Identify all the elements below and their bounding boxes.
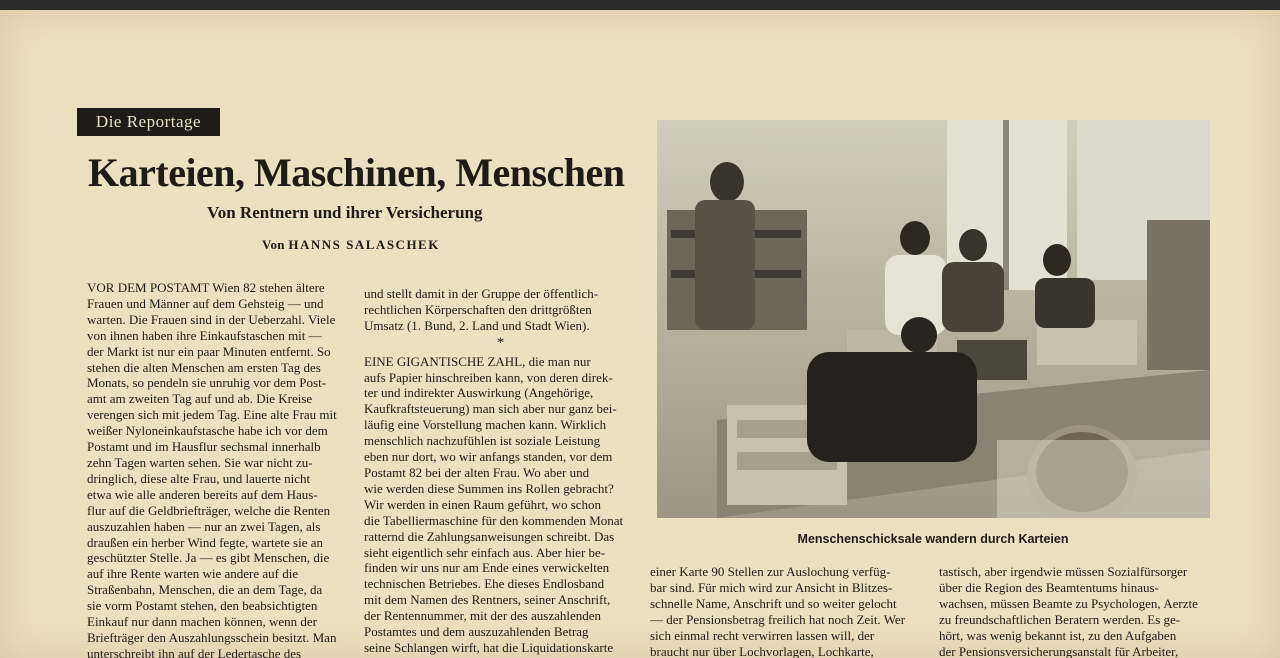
text-column-1 bbox=[87, 280, 350, 658]
text-line: Postamtes und dem auszuzahlenden Betrag bbox=[364, 624, 589, 640]
text-column-4 bbox=[939, 564, 1215, 658]
column-2-lines-b bbox=[364, 354, 637, 656]
text-line: Kaufkraftsteuerung) man sich aber nur ganz bei- bbox=[364, 401, 617, 417]
text-line: auszuzahlen haben — nur an zwei Tagen, als bbox=[87, 518, 321, 534]
text-line: seine Schlangen wirft, hat die Liquidationskarte bbox=[364, 639, 614, 655]
text-line: bar sind. Für mich wird zur Ansicht in Blitzes- bbox=[650, 579, 893, 595]
text-line: einer Karte 90 Stellen zur Auslochung verfüg- bbox=[650, 564, 891, 579]
article-byline bbox=[262, 237, 440, 253]
text-line: Frauen und Männer auf dem Gehsteig — und bbox=[87, 295, 324, 311]
text-line: schnelle Name, Anschrift und so weiter gelocht bbox=[650, 595, 897, 611]
text-line: aufs Papier hinschreiben kann, von deren direk- bbox=[364, 369, 613, 385]
text-line: technischen Betriebes. Ehe dieses Endlosband bbox=[364, 576, 605, 592]
text-line: der Markt ist nur ein paar Minuten entfernt. So bbox=[87, 343, 331, 359]
text-line: Straßenbahn, Menschen, die an dem Tage, da bbox=[87, 582, 323, 598]
text-line: auf ihre Rente warten wie andere auf die bbox=[87, 566, 299, 582]
text-line: Postamt 82 bei der alten Frau. Wo aber und bbox=[364, 464, 590, 480]
column-3-lines bbox=[650, 564, 926, 658]
text-line: sich einmal recht verwirren lassen will, der bbox=[650, 627, 875, 643]
text-line: dringlich, diese alte Frau, und lauerte nicht bbox=[87, 470, 311, 486]
text-line: hört, was wenig bekannt ist, zu den Aufgaben bbox=[939, 627, 1177, 643]
office-photo-image bbox=[657, 120, 1210, 518]
text-line: Wir werden in einen Raum geführt, wo schon bbox=[364, 496, 602, 512]
newspaper-page bbox=[0, 10, 1280, 658]
byline-author: HANNS SALASCHEK bbox=[288, 237, 440, 252]
text-line: die Tabelliermaschine für den kommenden Monat bbox=[364, 512, 624, 528]
text-line: mit dem Namen des Rentners, seiner Anschrift, bbox=[364, 592, 611, 608]
text-line: unterschreibt ihn auf der Ledertasche des bbox=[87, 645, 302, 658]
text-line: Postamt und im Hausflur sechsmal innerhalb bbox=[87, 439, 321, 455]
text-line: läufig eine Vorstellung machen kann. Wirklich bbox=[364, 417, 607, 433]
text-line: warten. Die Frauen sind in der Ueberzahl. Viele bbox=[87, 311, 336, 327]
text-line: sieht eigentlich sehr einfach aus. Aber hier be- bbox=[364, 544, 606, 560]
text-line: Briefträger den Auszahlungsschein besitzt. Man bbox=[87, 629, 337, 645]
text-line: weißer Nyloneinkaufstasche habe ich vor dem bbox=[87, 423, 328, 439]
text-line: über die Region des Beamtentums hinaus- bbox=[939, 579, 1159, 595]
text-line: menschlich nachzufühlen ist soziale Leistung bbox=[364, 433, 601, 449]
byline-prefix: Von bbox=[262, 237, 285, 252]
text-line: zehn Tagen warten sehen. Sie war nicht zu- bbox=[87, 454, 313, 470]
text-line: ter und indirekter Auswirkung (Angehörige, bbox=[364, 385, 594, 401]
text-line: — der Pensionsbetrag freilich hat noch Zeit. Wer bbox=[650, 611, 906, 627]
article-subhead: Von Rentnern und ihrer Versicherung bbox=[207, 203, 483, 222]
text-line: sie vorm Postamt stehen, den beabsichtigten bbox=[87, 598, 318, 614]
article-headline: Karteien, Maschinen, Menschen bbox=[88, 150, 625, 195]
text-line: ratternd die Zahlungsanweisungen schreibt. Das bbox=[364, 528, 615, 544]
photo-caption: Menschenschicksale wandern durch Karteien bbox=[797, 532, 1069, 546]
text-line: der Rentennummer, mit der des auszahlenden bbox=[364, 608, 602, 624]
text-line: tastisch, aber irgendwie müssen Sozialfürsorger bbox=[939, 564, 1188, 579]
text-line: etwa wie alle anderen bereits auf dem Haus- bbox=[87, 486, 318, 502]
text-column-2 bbox=[364, 286, 637, 656]
text-line: flur auf die Geldbriefträger, welche die Renten bbox=[87, 502, 331, 518]
text-column-3 bbox=[650, 564, 926, 658]
text-line: stehen die alten Menschen am ersten Tag des bbox=[87, 359, 321, 375]
column-1-lines bbox=[87, 280, 350, 658]
text-line: Einkauf nur dann machen können, wenn der bbox=[87, 614, 317, 630]
text-line: der Pensionsversicherungsanstalt für Arbeiter, bbox=[939, 643, 1179, 658]
text-line: geschützter Stelle. Ja — es gibt Menschen, die bbox=[87, 550, 330, 566]
text-line: wachsen, müssen Beamte zu Psychologen, Aerzte bbox=[939, 595, 1198, 611]
text-line: EINE GIGANTISCHE ZAHL, die man nur bbox=[364, 353, 591, 369]
text-line: Monats, so pendeln sie unruhig vor dem Post- bbox=[87, 375, 327, 391]
column-2-lines-a bbox=[364, 286, 637, 334]
text-line: draußen ein herber Wind fegte, wartete sie an bbox=[87, 534, 324, 550]
section-kicker: Die Reportage bbox=[77, 108, 220, 136]
office-photo bbox=[657, 120, 1210, 518]
text-line: finden wir uns nur am Ende eines verwickelten bbox=[364, 560, 610, 576]
text-line: amt am zweiten Tag auf und ab. Die Kreise bbox=[87, 391, 313, 407]
text-line: eben nur dort, wo wir anfangs standen, vor dem bbox=[364, 449, 613, 465]
text-line: zu freundschaftlichen Beratern werden. Es ge- bbox=[939, 611, 1181, 627]
text-line: Umsatz (1. Bund, 2. Land und Stadt Wien). bbox=[364, 317, 590, 333]
text-line: wie werden diese Summen ins Rollen gebracht? bbox=[364, 480, 614, 496]
text-line: braucht nur über Lochvorlagen, Lochkarte, bbox=[650, 643, 874, 658]
text-line: von ihnen haben ihre Einkaufstaschen mit — bbox=[87, 327, 322, 343]
column-4-lines bbox=[939, 564, 1215, 658]
text-line: rechtlichen Körperschaften den drittgrößten bbox=[364, 301, 592, 317]
text-line: verengen sich mit jedem Tag. Eine alte Frau mit bbox=[87, 407, 337, 423]
section-separator: * bbox=[496, 334, 505, 351]
text-line: VOR DEM POSTAMT Wien 82 stehen ältere bbox=[87, 280, 325, 295]
text-line: und stellt damit in der Gruppe der öffentlich- bbox=[364, 286, 599, 301]
